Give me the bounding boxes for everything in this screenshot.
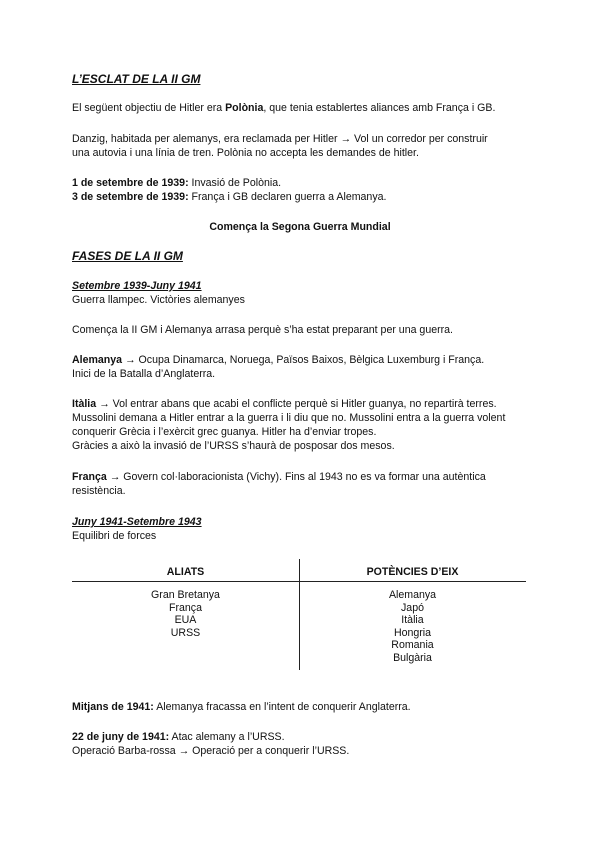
- date-line-2: [72, 191, 386, 204]
- table-cell: Japó: [401, 601, 424, 614]
- centered-announcement: Comença la Segona Guerra Mundial: [209, 221, 391, 233]
- table-header-aliats: ALIATS: [166, 566, 205, 578]
- phase2-desc: Equilibri de forces: [72, 530, 157, 542]
- italia-line2: Mussolini demana a Hitler entrar a la guerra i li diu que no. Mussolini entra a la guerra volent: [72, 412, 506, 424]
- table-cell: Romania: [391, 639, 434, 651]
- alemanya-line1: [72, 354, 484, 367]
- date-line-1: [72, 177, 281, 190]
- country-text: → Vol entrar abans que acabi el conflicte perquè si Hitler guanya, no repartirà terres.: [96, 398, 497, 410]
- date-label: 3 de setembre de 1939:: [72, 191, 189, 203]
- table-cell: EUA: [174, 614, 197, 626]
- mitjans-line: [72, 701, 411, 714]
- date-text: Alemanya fracassa en l’intent de conquerir Anglaterra.: [153, 701, 411, 713]
- table-cell: Alemanya: [388, 589, 437, 601]
- paragraph-comenca: Comença la II GM i Alemanya arrasa perquè s’ha estat preparant per una guerra.: [72, 324, 453, 336]
- country-label: França: [72, 471, 107, 483]
- date-label: Mitjans de 1941:: [72, 701, 154, 713]
- table-header-eix: POTÈNCIES D’EIX: [366, 566, 459, 578]
- p1-bold: Polònia: [225, 102, 264, 114]
- table-cell: URSS: [170, 626, 201, 639]
- table-cell: Gran Bretanya: [151, 589, 220, 601]
- country-text: → Ocupa Dinamarca, Noruega, Països Baixos, Bèlgica Luxemburg i França.: [122, 354, 485, 366]
- country-text: → Govern col·laboracionista (Vichy). Fins al 1943 no es va formar una autèntica: [106, 471, 486, 483]
- date-label: 22 de juny de 1941:: [72, 731, 170, 743]
- country-label: Itàlia: [72, 398, 97, 410]
- italia-line4: Gràcies a això la invasió de l’URSS s’haurà de posposar dos mesos.: [72, 440, 395, 452]
- table-col-aliats: [72, 589, 299, 639]
- paragraph-danzig-line1: Danzig, habitada per alemanys, era reclamada per Hitler → Vol un corredor per construir: [72, 133, 488, 145]
- p1-pre: El següent objectiu de Hitler era: [72, 102, 226, 114]
- heading-esclat: L’ESCLAT DE LA II GM: [72, 72, 201, 86]
- country-label: Alemanya: [72, 354, 123, 366]
- table-cell: Itàlia: [401, 614, 424, 626]
- juny22-line1: [72, 731, 285, 744]
- franca-line2: resistència.: [72, 485, 126, 497]
- date-text: Atac alemany a l’URSS.: [169, 731, 285, 743]
- p1-post: , que tenia establertes aliances amb França i GB.: [263, 102, 496, 114]
- alemanya-line2: Inici de la Batalla d’Anglaterra.: [72, 368, 216, 380]
- date-label: 1 de setembre de 1939:: [72, 177, 189, 189]
- phase2-title: Juny 1941-Setembre 1943: [72, 516, 202, 528]
- date-text: França i GB declaren guerra a Alemanya.: [188, 191, 387, 203]
- table-cell: Bulgària: [393, 651, 432, 664]
- table-cell: França: [169, 601, 202, 614]
- juny22-line2: Operació Barba-rossa → Operació per a conquerir l’URSS.: [72, 745, 350, 757]
- table-cell: Hongria: [393, 626, 432, 639]
- heading-fases: FASES DE LA II GM: [72, 249, 183, 263]
- table-col-eix: [299, 589, 526, 664]
- phase1-title: Setembre 1939-Juny 1941: [72, 280, 202, 292]
- paragraph-polonia: [72, 102, 495, 115]
- franca-line1: [72, 471, 486, 484]
- italia-line3: conquerir Grècia i l’exèrcit grec guanya. Hitler ha d’enviar tropes.: [72, 426, 377, 438]
- phase1-desc: Guerra llampec. Victòries alemanyes: [72, 294, 245, 306]
- italia-line1: [72, 398, 497, 411]
- date-text: Invasió de Polònia.: [188, 177, 282, 189]
- paragraph-danzig-line2: una autovia i una línia de tren. Polònia no accepta les demandes de hitler.: [72, 147, 419, 159]
